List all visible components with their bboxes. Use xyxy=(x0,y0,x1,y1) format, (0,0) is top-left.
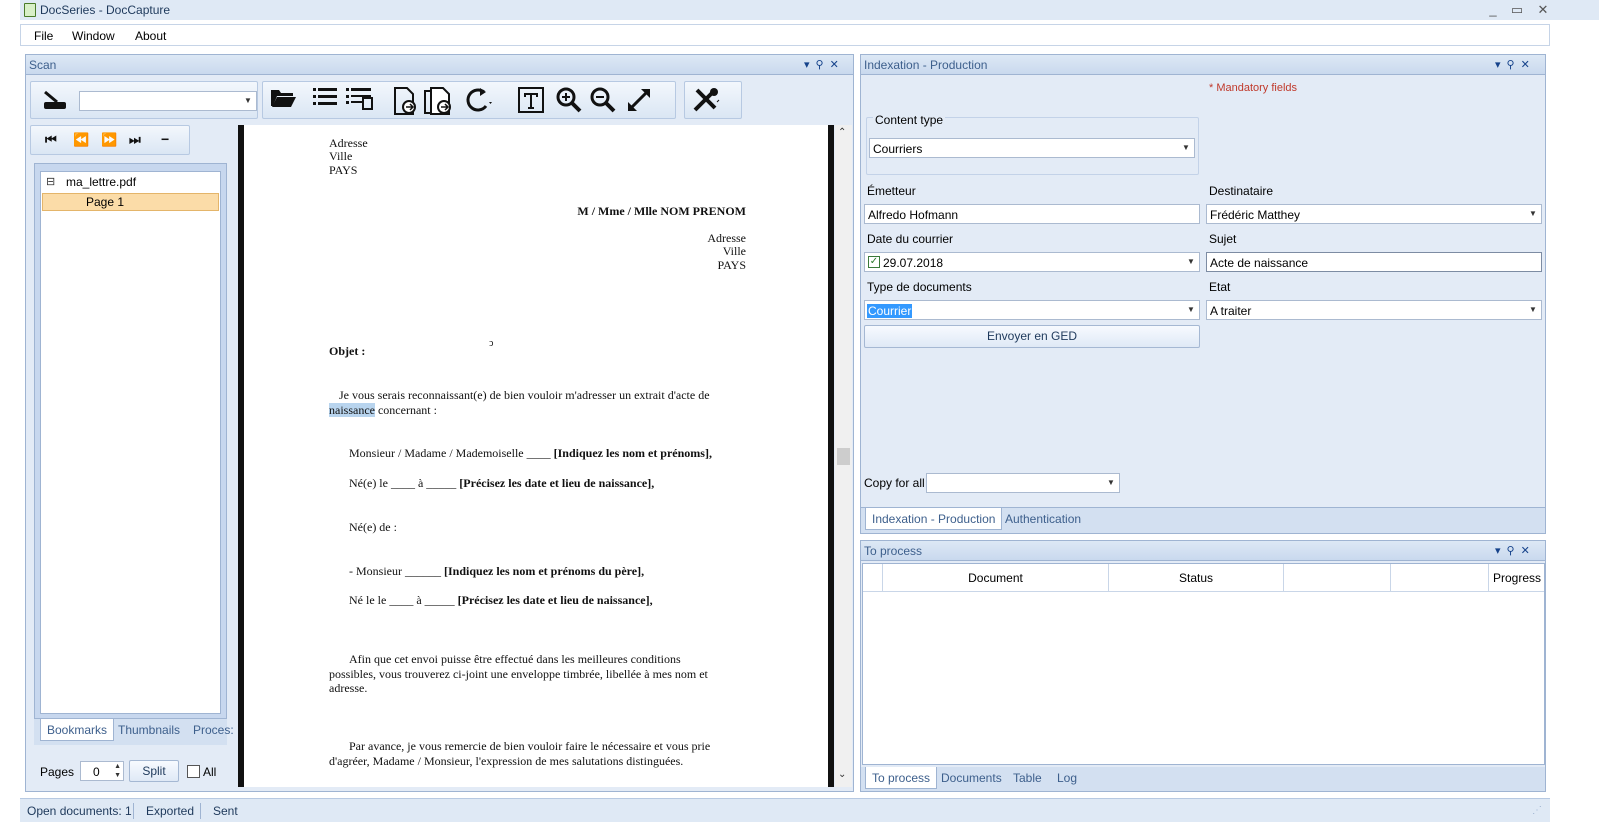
menu-file[interactable]: File xyxy=(34,29,54,43)
father-line xyxy=(349,564,644,579)
tab-documents[interactable]: Documents xyxy=(941,771,1002,785)
objet-label: Objet : xyxy=(329,344,366,358)
tab-to-process[interactable]: To process xyxy=(865,767,937,789)
pin-icon[interactable]: ⚲ xyxy=(1506,59,1521,71)
emetteur-value: Alfredo Hofmann xyxy=(868,208,959,222)
tab-table[interactable]: Table xyxy=(1013,771,1042,785)
tree-expand-icon[interactable]: ⊟ xyxy=(46,176,56,188)
panel-close-icon[interactable]: ✕ xyxy=(1520,545,1536,557)
paragraph-1-rest: concernant : xyxy=(374,403,437,417)
scan-panel-title: Scan xyxy=(29,58,57,72)
multi-page-export-icon[interactable] xyxy=(423,86,455,116)
panel-menu-icon[interactable]: ▾ xyxy=(1495,545,1507,557)
status-exported: Exported xyxy=(146,804,195,818)
to-process-title: To process xyxy=(864,544,923,558)
app-icon xyxy=(24,3,36,17)
chevron-down-icon: ▼ xyxy=(1187,305,1195,314)
column-status[interactable]: Status xyxy=(1109,564,1284,592)
chevron-down-icon: ▼ xyxy=(244,96,252,105)
indexation-tab-strip xyxy=(861,507,1545,533)
document-scrollbar[interactable] xyxy=(835,125,852,787)
pin-icon[interactable]: ⚲ xyxy=(1506,545,1521,557)
column-spacer[interactable] xyxy=(1391,564,1489,592)
remove-page-button[interactable]: − xyxy=(161,131,170,147)
spinner-arrows-icon: ▲ ▼ xyxy=(114,763,121,779)
status-separator xyxy=(200,803,201,819)
status-bar xyxy=(20,798,1550,822)
status-open-documents: Open documents: 1 xyxy=(27,804,132,818)
paragraph-2-line-2: possibles, vous trouverez ci-joint une enveloppe timbrée, libellée à mes nom et xyxy=(329,667,708,681)
first-page-button[interactable]: ⏮ xyxy=(45,132,57,147)
tab-indexation-production[interactable]: Indexation - Production xyxy=(865,508,1002,530)
pages-spinner[interactable] xyxy=(80,761,124,781)
pages-value: 0 xyxy=(93,765,100,779)
sender-address-line: Adresse xyxy=(329,136,368,150)
panel-close-icon[interactable]: ✕ xyxy=(829,59,845,71)
copy-for-all-select[interactable] xyxy=(926,473,1120,493)
date-checkbox-icon[interactable]: ✓ xyxy=(869,256,879,267)
etat-select[interactable] xyxy=(1206,300,1542,320)
row-selector-header xyxy=(863,564,883,592)
pages-label: Pages xyxy=(40,765,75,779)
status-sent: Sent xyxy=(213,804,238,818)
copy-for-all-label: Copy for all xyxy=(864,476,925,490)
content-type-value: Courriers xyxy=(873,142,923,156)
panel-close-icon[interactable]: ✕ xyxy=(1520,59,1536,71)
left-tab-strip xyxy=(34,719,234,745)
tools-toolbar xyxy=(684,81,742,119)
mandatory-fields-note: * Mandatory fields xyxy=(1209,82,1298,94)
indexation-panel-controls xyxy=(1495,55,1536,75)
document-toolbar xyxy=(262,81,676,119)
paragraph-3-line-1: Par avance, je vous remercie de bien vouloir faire le nécessaire et vous prie xyxy=(349,739,711,753)
to-process-controls xyxy=(1495,541,1536,561)
zoom-in-icon[interactable] xyxy=(553,86,585,116)
date-value: 29.07.2018 xyxy=(883,256,944,270)
scroll-down-icon[interactable]: ⌄ xyxy=(838,769,847,780)
panel-menu-icon[interactable]: ▾ xyxy=(1495,59,1507,71)
scan-panel-controls xyxy=(804,55,845,75)
send-to-ged-button[interactable]: Envoyer en GED xyxy=(864,325,1200,348)
split-button[interactable]: Split xyxy=(129,760,179,782)
tools-icon[interactable] xyxy=(691,86,723,116)
indexation-panel-title: Indexation - Production xyxy=(864,58,988,72)
recipient-country-line: PAYS xyxy=(717,258,746,272)
sujet-field[interactable] xyxy=(1206,252,1542,272)
paragraph-2-line-1: Afin que cet envoi puisse être effectué dans les meilleures conditions xyxy=(349,652,681,666)
tab-bookmarks[interactable]: Bookmarks xyxy=(40,719,114,741)
document-tree xyxy=(40,171,221,714)
page-navigation xyxy=(30,125,190,155)
menu-window[interactable]: Window xyxy=(72,29,115,43)
restore-button[interactable]: ▭ xyxy=(1510,2,1524,17)
status-separator xyxy=(133,803,134,819)
father-birth-line xyxy=(349,593,653,608)
type-value: Courrier xyxy=(868,304,912,318)
list-icon[interactable] xyxy=(309,86,341,116)
resize-grip-icon[interactable]: ⋰ xyxy=(1532,805,1542,816)
paragraph-1-line-1: Je vous serais reconnaissant(e) de bien vouloir m'adresser un extrait d'acte de xyxy=(339,388,710,402)
to-process-panel xyxy=(860,540,1546,792)
column-progress[interactable]: Progress xyxy=(1492,571,1541,585)
rotate-icon[interactable] xyxy=(463,86,495,116)
paragraph-1-line-2 xyxy=(329,403,437,418)
fit-page-icon[interactable] xyxy=(623,86,655,116)
civility-line xyxy=(349,446,712,461)
birth-text: Né(e) le ____ à _____ xyxy=(349,476,460,490)
scroll-up-icon[interactable]: ⌃ xyxy=(838,127,847,138)
destinataire-value: Frédéric Matthey xyxy=(1210,208,1301,222)
recipient-name: M / Mme / Mlle NOM PRENOM xyxy=(577,204,746,218)
paragraph-2-line-3: adresse. xyxy=(329,681,368,695)
destinataire-label: Destinataire xyxy=(1209,184,1274,198)
highlighted-word[interactable]: naissance xyxy=(329,403,375,417)
tree-file-node[interactable]: ma_lettre.pdf xyxy=(66,175,137,189)
date-picker[interactable] xyxy=(864,252,1200,272)
to-process-header xyxy=(861,541,1545,561)
close-button[interactable]: ✕ xyxy=(1537,2,1549,17)
document-page xyxy=(244,125,828,787)
father-instruction: [Indiquez les nom et prénoms du père], xyxy=(444,564,645,578)
paragraph-3-line-2: d'agréer, Madame / Monsieur, l'expression de mes salutations distinguées. xyxy=(329,754,684,768)
tab-log[interactable]: Log xyxy=(1057,771,1078,785)
cursor-marker: ↄ xyxy=(489,338,494,349)
last-page-button[interactable]: ⏭ xyxy=(129,132,141,147)
indexation-panel-header xyxy=(861,55,1545,75)
etat-label: Etat xyxy=(1209,280,1231,294)
scan-toolbar xyxy=(30,81,258,119)
window-title: DocSeries - DocCapture xyxy=(40,3,171,17)
chevron-down-icon: ▼ xyxy=(1182,143,1190,152)
civility-instruction: [Indiquez les nom et prénoms], xyxy=(553,446,712,460)
chevron-down-icon: ▼ xyxy=(1529,209,1537,218)
scrollbar-thumb[interactable] xyxy=(837,448,850,465)
process-table xyxy=(862,563,1545,765)
title-bar xyxy=(20,0,1599,20)
column-empty[interactable] xyxy=(1284,564,1391,592)
father-birth-instruction: [Précisez les date et lieu de naissance], xyxy=(457,593,653,607)
tree-frame xyxy=(34,163,227,719)
sender-city-line: Ville xyxy=(329,149,353,163)
birth-line xyxy=(349,476,654,491)
sujet-value: Acte de naissance xyxy=(1210,256,1309,270)
content-type-label: Content type xyxy=(875,113,944,127)
chevron-down-icon: ▼ xyxy=(1529,305,1537,314)
text-ocr-icon[interactable] xyxy=(515,86,547,116)
type-select[interactable] xyxy=(864,300,1200,320)
emetteur-field[interactable] xyxy=(864,204,1200,224)
detailed-list-icon[interactable] xyxy=(343,86,375,116)
panel-menu-icon[interactable]: ▾ xyxy=(804,59,816,71)
etat-value: A traiter xyxy=(1210,304,1252,318)
birth-instruction: [Précisez les date et lieu de naissance], xyxy=(459,476,655,490)
date-label: Date du courrier xyxy=(867,232,954,246)
scanner-icon[interactable] xyxy=(39,86,71,116)
scan-panel xyxy=(25,54,854,792)
all-checkbox[interactable] xyxy=(187,765,200,778)
chevron-down-icon: ▼ xyxy=(1187,257,1195,266)
tab-thumbnails[interactable]: Thumbnails xyxy=(118,723,181,737)
recipient-address-line: Adresse xyxy=(707,231,746,245)
column-document[interactable]: Document xyxy=(883,564,1109,592)
chevron-down-icon: ▼ xyxy=(1107,478,1115,487)
father-birth-text: Né le le ____ à _____ xyxy=(349,593,458,607)
scan-panel-header xyxy=(26,55,853,75)
process-tab-strip xyxy=(861,767,1545,791)
sender-country-line: PAYS xyxy=(329,163,358,177)
table-header xyxy=(863,564,1544,592)
scanner-select[interactable] xyxy=(79,91,257,111)
tree-page-node[interactable] xyxy=(42,193,219,211)
sujet-label: Sujet xyxy=(1209,232,1237,246)
type-label: Type de documents xyxy=(867,280,972,294)
destinataire-select[interactable] xyxy=(1206,204,1542,224)
page-export-icon[interactable] xyxy=(389,86,421,116)
menu-about[interactable]: About xyxy=(135,29,167,43)
civility-text: Monsieur / Madame / Mademoiselle ____ xyxy=(349,446,554,460)
next-page-button[interactable]: ⏩ xyxy=(101,132,118,147)
viewer-right-border xyxy=(828,125,834,787)
zoom-out-icon[interactable] xyxy=(587,86,619,116)
recipient-city-line: Ville xyxy=(722,244,746,258)
all-label: All xyxy=(203,765,217,779)
tab-authentication[interactable]: Authentication xyxy=(1005,512,1082,526)
tab-processes[interactable]: Proces: xyxy=(193,723,234,737)
minimize-button[interactable]: _ xyxy=(1489,2,1497,17)
emetteur-label: Émetteur xyxy=(867,184,916,198)
indexation-panel xyxy=(860,54,1546,534)
previous-page-button[interactable]: ⏪ xyxy=(73,132,90,147)
menu-bar xyxy=(20,24,1550,46)
tree-page-label: Page 1 xyxy=(86,195,125,209)
born-of-line: Né(e) de : xyxy=(349,520,397,534)
open-folder-icon[interactable] xyxy=(267,86,299,116)
father-text: - Monsieur ______ xyxy=(349,564,444,578)
content-type-select[interactable] xyxy=(869,138,1195,158)
pin-icon[interactable]: ⚲ xyxy=(815,59,830,71)
